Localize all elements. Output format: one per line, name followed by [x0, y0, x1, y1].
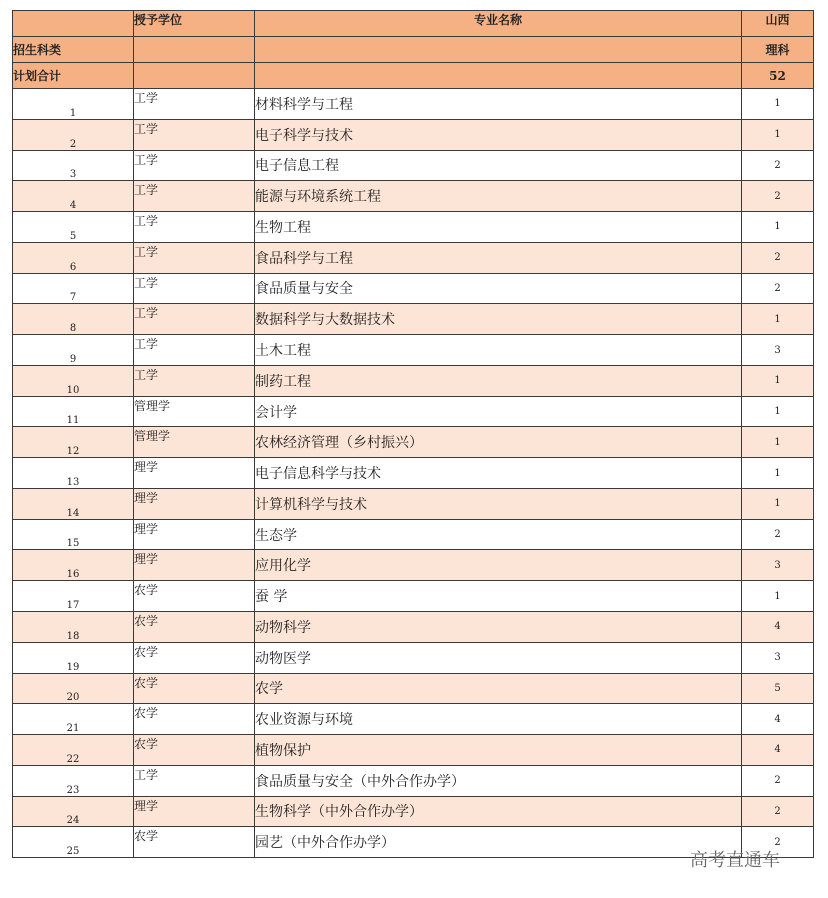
row-number: 18 — [13, 612, 134, 643]
major-cell: 电子信息工程 — [255, 150, 742, 181]
degree-cell: 理学 — [134, 796, 255, 827]
major-cell: 数据科学与大数据技术 — [255, 304, 742, 335]
row-number: 11 — [13, 396, 134, 427]
row-number: 14 — [13, 488, 134, 519]
row-number: 24 — [13, 796, 134, 827]
major-cell: 农学 — [255, 673, 742, 704]
table-row — [13, 581, 814, 612]
count-cell: 3 — [742, 550, 814, 581]
degree-header: 授予学位 — [134, 11, 255, 37]
degree-cell: 工学 — [134, 89, 255, 120]
count-cell: 2 — [742, 181, 814, 212]
count-cell: 5 — [742, 673, 814, 704]
major-cell: 食品质量与安全 — [255, 273, 742, 304]
total-label: 计划合计 — [13, 63, 134, 89]
province-header: 山西 — [742, 11, 814, 37]
row-number: 10 — [13, 365, 134, 396]
header-empty-cell — [13, 11, 134, 37]
major-cell: 电子科学与技术 — [255, 119, 742, 150]
count-cell: 2 — [742, 796, 814, 827]
count-cell: 1 — [742, 119, 814, 150]
category-empty-cell — [255, 37, 742, 63]
count-cell: 1 — [742, 458, 814, 489]
degree-cell: 工学 — [134, 304, 255, 335]
table-row — [13, 335, 814, 366]
total-value: 52 — [742, 63, 814, 89]
category-label: 招生科类 — [13, 37, 134, 63]
major-cell: 农业资源与环境 — [255, 704, 742, 735]
row-number: 12 — [13, 427, 134, 458]
table-row — [13, 612, 814, 643]
degree-cell: 工学 — [134, 765, 255, 796]
row-number: 2 — [13, 119, 134, 150]
degree-cell: 工学 — [134, 150, 255, 181]
degree-cell: 理学 — [134, 550, 255, 581]
degree-cell: 工学 — [134, 365, 255, 396]
table-row — [13, 458, 814, 489]
count-cell: 1 — [742, 488, 814, 519]
major-cell: 食品质量与安全（中外合作办学） — [255, 765, 742, 796]
major-cell: 制药工程 — [255, 365, 742, 396]
count-cell: 2 — [742, 273, 814, 304]
row-number: 21 — [13, 704, 134, 735]
degree-cell: 农学 — [134, 673, 255, 704]
degree-cell: 理学 — [134, 458, 255, 489]
major-cell: 动物科学 — [255, 612, 742, 643]
major-cell: 动物医学 — [255, 642, 742, 673]
count-cell: 1 — [742, 581, 814, 612]
major-cell: 生物工程 — [255, 212, 742, 243]
count-cell: 4 — [742, 704, 814, 735]
row-number: 6 — [13, 242, 134, 273]
total-row — [13, 63, 814, 89]
table-row — [13, 796, 814, 827]
row-number: 3 — [13, 150, 134, 181]
watermark-text: 高考直通车 — [690, 850, 780, 871]
table-row — [13, 427, 814, 458]
degree-cell: 理学 — [134, 488, 255, 519]
header-row — [13, 11, 814, 37]
table-row — [13, 242, 814, 273]
count-cell: 1 — [742, 427, 814, 458]
category-value: 理科 — [742, 37, 814, 63]
count-cell: 1 — [742, 396, 814, 427]
major-header: 专业名称 — [255, 11, 742, 37]
row-number: 13 — [13, 458, 134, 489]
enrollment-plan-table — [12, 10, 814, 858]
table-row — [13, 181, 814, 212]
degree-cell: 工学 — [134, 181, 255, 212]
table-row — [13, 704, 814, 735]
row-number: 23 — [13, 765, 134, 796]
table-row — [13, 150, 814, 181]
major-cell: 食品科学与工程 — [255, 242, 742, 273]
count-cell: 1 — [742, 365, 814, 396]
row-number: 22 — [13, 735, 134, 766]
degree-cell: 农学 — [134, 612, 255, 643]
degree-cell: 农学 — [134, 827, 255, 858]
table-row — [13, 396, 814, 427]
table-row — [13, 488, 814, 519]
major-cell: 电子信息科学与技术 — [255, 458, 742, 489]
table-row — [13, 365, 814, 396]
row-number: 25 — [13, 827, 134, 858]
degree-cell: 农学 — [134, 642, 255, 673]
degree-cell: 理学 — [134, 519, 255, 550]
degree-cell: 农学 — [134, 704, 255, 735]
table-row — [13, 212, 814, 243]
major-cell: 材料科学与工程 — [255, 89, 742, 120]
total-empty-cell — [134, 63, 255, 89]
major-cell: 园艺（中外合作办学） — [255, 827, 742, 858]
major-cell: 蚕 学 — [255, 581, 742, 612]
degree-cell: 工学 — [134, 242, 255, 273]
major-cell: 应用化学 — [255, 550, 742, 581]
count-cell: 2 — [742, 150, 814, 181]
degree-cell: 工学 — [134, 335, 255, 366]
table-row — [13, 735, 814, 766]
major-cell: 土木工程 — [255, 335, 742, 366]
table-row — [13, 89, 814, 120]
count-cell: 3 — [742, 642, 814, 673]
major-cell: 植物保护 — [255, 735, 742, 766]
row-number: 1 — [13, 89, 134, 120]
table-row — [13, 304, 814, 335]
row-number: 19 — [13, 642, 134, 673]
count-cell: 4 — [742, 612, 814, 643]
table-row — [13, 519, 814, 550]
row-number: 7 — [13, 273, 134, 304]
degree-cell: 工学 — [134, 212, 255, 243]
table-row — [13, 550, 814, 581]
row-number: 16 — [13, 550, 134, 581]
count-cell: 2 — [742, 765, 814, 796]
table-row — [13, 673, 814, 704]
row-number: 9 — [13, 335, 134, 366]
major-cell: 会计学 — [255, 396, 742, 427]
degree-cell: 农学 — [134, 735, 255, 766]
major-cell: 能源与环境系统工程 — [255, 181, 742, 212]
row-number: 17 — [13, 581, 134, 612]
row-number: 5 — [13, 212, 134, 243]
degree-cell: 工学 — [134, 273, 255, 304]
count-cell: 1 — [742, 212, 814, 243]
count-cell: 1 — [742, 304, 814, 335]
row-number: 4 — [13, 181, 134, 212]
category-empty-cell — [134, 37, 255, 63]
table-row — [13, 119, 814, 150]
row-number: 20 — [13, 673, 134, 704]
row-number: 8 — [13, 304, 134, 335]
count-cell: 2 — [742, 827, 814, 858]
degree-cell: 工学 — [134, 119, 255, 150]
count-cell: 3 — [742, 335, 814, 366]
table-row — [13, 273, 814, 304]
category-row — [13, 37, 814, 63]
row-number: 15 — [13, 519, 134, 550]
count-cell: 1 — [742, 89, 814, 120]
major-cell: 计算机科学与技术 — [255, 488, 742, 519]
table-row — [13, 642, 814, 673]
major-cell: 生态学 — [255, 519, 742, 550]
major-cell: 生物科学（中外合作办学） — [255, 796, 742, 827]
total-empty-cell — [255, 63, 742, 89]
major-cell: 农林经济管理（乡村振兴） — [255, 427, 742, 458]
count-cell: 4 — [742, 735, 814, 766]
degree-cell: 管理学 — [134, 396, 255, 427]
table-row — [13, 765, 814, 796]
degree-cell: 管理学 — [134, 427, 255, 458]
count-cell: 2 — [742, 519, 814, 550]
count-cell: 2 — [742, 242, 814, 273]
degree-cell: 农学 — [134, 581, 255, 612]
